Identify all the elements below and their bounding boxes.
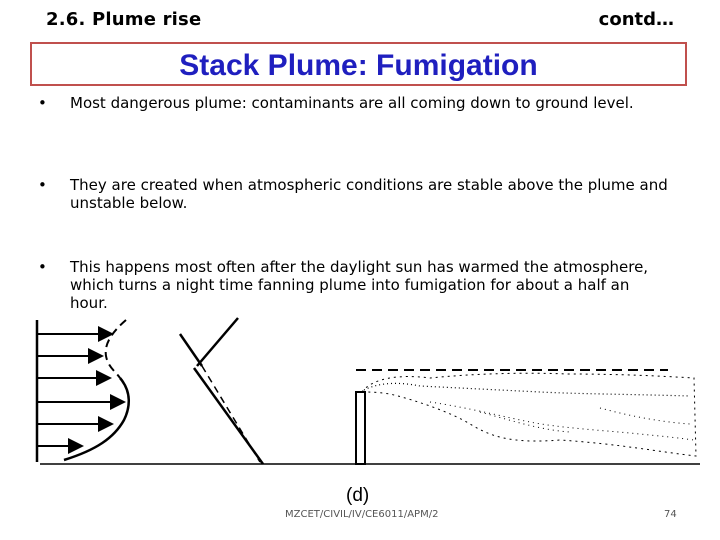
temperature-profile xyxy=(37,320,129,462)
stack-icon xyxy=(356,392,365,464)
plume-core xyxy=(364,383,690,396)
plume-outline xyxy=(362,373,696,456)
bullet-text: This happens most often after the daylight sun has warmed the atmosphere, which turns a night time fanning plume into fumigation for about a half an hour. xyxy=(70,258,649,312)
plume-texture xyxy=(430,402,694,440)
figure-caption: (d) xyxy=(346,485,370,506)
bullet-marker: • xyxy=(38,176,47,194)
bullet-text: They are created when atmospheric conditions are stable above the plume and unstable below. xyxy=(70,176,668,212)
bullet-marker: • xyxy=(38,94,47,112)
bullet-text: Most dangerous plume: contaminants are all coming down to ground level. xyxy=(70,94,634,112)
stack-plume xyxy=(356,370,696,464)
profile-solid-curve xyxy=(64,378,129,460)
title-box xyxy=(30,42,687,86)
continued-label: contd… xyxy=(598,9,674,30)
page-number: 74 xyxy=(664,509,677,520)
slide-title: Stack Plume: Fumigation xyxy=(179,49,538,82)
fumigation-diagram xyxy=(0,312,720,482)
plume-texture xyxy=(480,408,690,432)
inversion-line xyxy=(197,318,238,366)
stable-layer-line xyxy=(180,334,202,366)
profile-dashed-curve xyxy=(106,320,126,378)
bullet-marker: • xyxy=(38,258,47,276)
section-heading: 2.6. Plume rise xyxy=(46,9,202,30)
lapse-line xyxy=(194,368,263,464)
lapse-rate-lines xyxy=(180,318,263,464)
footer-course-code: MZCET/CIVIL/IV/CE6011/APM/2 xyxy=(285,509,439,520)
